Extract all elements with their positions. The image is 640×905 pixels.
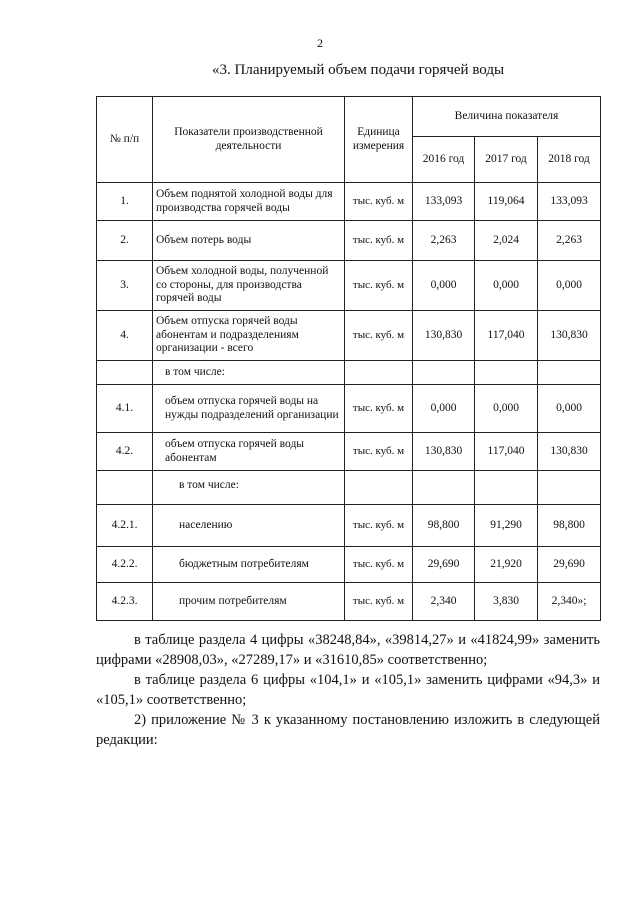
- row-value-2016: 130,830: [413, 311, 475, 361]
- row-value-2017: 0,000: [475, 261, 538, 311]
- subtotal-label-row: [97, 471, 601, 505]
- row-indicator: Объем потерь воды: [153, 221, 345, 261]
- row-number: 4.2.3.: [97, 583, 153, 621]
- header-row: [97, 97, 601, 137]
- table-row: [97, 221, 601, 261]
- row-unit: тыс. куб. м: [345, 221, 413, 261]
- row-value-2017: 0,000: [475, 385, 538, 433]
- table-row: [97, 311, 601, 361]
- empty-cell: [538, 471, 601, 505]
- row-value-2016: 130,830: [413, 433, 475, 471]
- header-value-group: Величина показателя: [413, 97, 601, 137]
- row-indicator: Объем поднятой холодной воды для производства горячей воды: [153, 183, 345, 221]
- row-value-2016: 29,690: [413, 547, 475, 583]
- row-unit: тыс. куб. м: [345, 433, 413, 471]
- row-number: 2.: [97, 221, 153, 261]
- empty-cell: [538, 361, 601, 385]
- subtotal-label-row: [97, 361, 601, 385]
- empty-cell: [413, 361, 475, 385]
- table-row: [97, 433, 601, 471]
- row-number: 4.: [97, 311, 153, 361]
- row-value-2017: 3,830: [475, 583, 538, 621]
- row-unit: тыс. куб. м: [345, 547, 413, 583]
- table-row: [97, 385, 601, 433]
- row-value-2017: 117,040: [475, 311, 538, 361]
- table-row: [97, 505, 601, 547]
- including-label: в том числе:: [153, 471, 345, 505]
- table-row: [97, 183, 601, 221]
- row-value-2018: 0,000: [538, 261, 601, 311]
- row-unit: тыс. куб. м: [345, 385, 413, 433]
- row-value-2017: 2,024: [475, 221, 538, 261]
- row-value-2018: 130,830: [538, 433, 601, 471]
- row-value-2018: 98,800: [538, 505, 601, 547]
- row-value-2018: 2,340»;: [538, 583, 601, 621]
- row-value-2016: 0,000: [413, 385, 475, 433]
- row-number: 4.2.1.: [97, 505, 153, 547]
- row-value-2018: 0,000: [538, 385, 601, 433]
- row-unit: тыс. куб. м: [345, 505, 413, 547]
- row-value-2017: 119,064: [475, 183, 538, 221]
- empty-cell: [345, 361, 413, 385]
- water-supply-table: [96, 96, 601, 621]
- row-value-2016: 2,263: [413, 221, 475, 261]
- row-value-2018: 29,690: [538, 547, 601, 583]
- empty-cell: [475, 361, 538, 385]
- row-indicator: объем отпуска горячей воды абонентам: [153, 433, 345, 471]
- row-value-2016: 98,800: [413, 505, 475, 547]
- row-value-2016: 133,093: [413, 183, 475, 221]
- paragraph: в таблице раздела 4 цифры «38248,84», «39814,27» и «41824,99» заменить цифрами «28908,03», «27289,17» и «31610,85» соответственно;: [96, 632, 600, 668]
- paragraph: 2) приложение № 3 к указанному постановлению изложить в следующей редакции:: [96, 712, 600, 748]
- row-value-2018: 133,093: [538, 183, 601, 221]
- empty-cell: [413, 471, 475, 505]
- header-indicator: Показатели производственной деятельности: [153, 97, 345, 183]
- row-number: 4.2.2.: [97, 547, 153, 583]
- row-indicator: Объем отпуска горячей воды абонентам и подразделениям организации - всего: [153, 311, 345, 361]
- table-row: [97, 547, 601, 583]
- row-unit: тыс. куб. м: [345, 583, 413, 621]
- row-value-2016: 2,340: [413, 583, 475, 621]
- header-num: № п/п: [97, 97, 153, 183]
- empty-cell: [475, 471, 538, 505]
- row-indicator: Объем холодной воды, полученной со стороны, для производства горячей воды: [153, 261, 345, 311]
- row-indicator: населению: [153, 505, 345, 547]
- body-text: [96, 630, 600, 750]
- row-indicator: прочим потребителям: [153, 583, 345, 621]
- header-year-2016: 2016 год: [413, 137, 475, 183]
- table-row: [97, 583, 601, 621]
- header-unit: Единица измерения: [345, 97, 413, 183]
- row-number: 1.: [97, 183, 153, 221]
- row-unit: тыс. куб. м: [345, 261, 413, 311]
- row-number: 3.: [97, 261, 153, 311]
- including-label: в том числе:: [153, 361, 345, 385]
- row-number: 4.2.: [97, 433, 153, 471]
- page-number: 2: [317, 36, 323, 50]
- row-indicator: бюджетным потребителям: [153, 547, 345, 583]
- row-value-2018: 130,830: [538, 311, 601, 361]
- table-row: [97, 261, 601, 311]
- row-value-2017: 21,920: [475, 547, 538, 583]
- empty-cell: [97, 361, 153, 385]
- table-title: «3. Планируемый объем подачи горячей воды: [212, 62, 505, 78]
- empty-cell: [97, 471, 153, 505]
- row-number: 4.1.: [97, 385, 153, 433]
- header-year-2018: 2018 год: [538, 137, 601, 183]
- paragraph: в таблице раздела 6 цифры «104,1» и «105,1» заменить цифрами «94,3» и «105,1» соответственно;: [96, 672, 600, 708]
- row-value-2018: 2,263: [538, 221, 601, 261]
- row-value-2017: 91,290: [475, 505, 538, 547]
- row-unit: тыс. куб. м: [345, 311, 413, 361]
- row-indicator: объем отпуска горячей воды на нужды подразделений организации: [153, 385, 345, 433]
- header-year-2017: 2017 год: [475, 137, 538, 183]
- row-unit: тыс. куб. м: [345, 183, 413, 221]
- row-value-2017: 117,040: [475, 433, 538, 471]
- row-value-2016: 0,000: [413, 261, 475, 311]
- empty-cell: [345, 471, 413, 505]
